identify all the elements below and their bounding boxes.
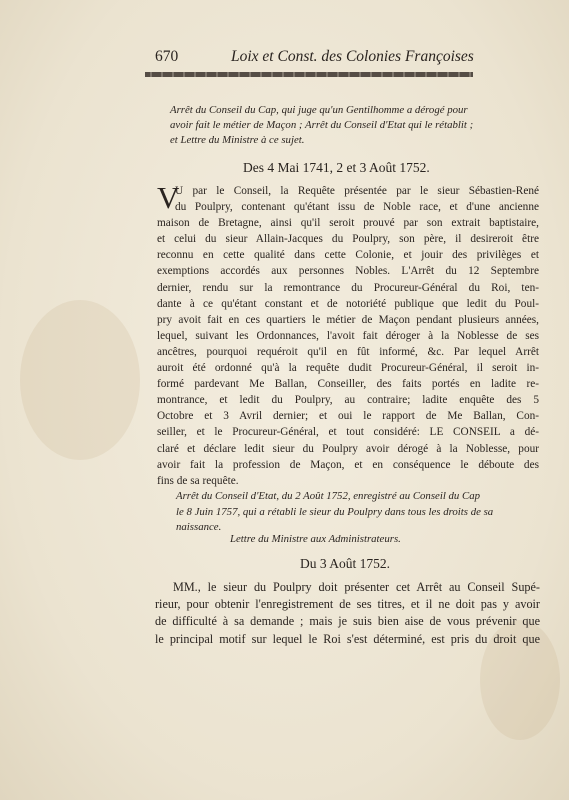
letter-title: Lettre du Ministre aux Administrateurs. [230, 533, 401, 545]
body-line: montrance, et ledit du Poulpry, au contraire; ladite enquête des 5 [157, 394, 539, 407]
body-line: U par le Conseil, la Requête présentée par le sieur Sébastien-René [175, 185, 539, 197]
letter-date: Du 3 Août 1752. [300, 556, 391, 571]
drop-cap: V [157, 180, 180, 215]
section-heading [170, 103, 540, 147]
letter-line: de difficulté à sa demande ; mais je suis bien aise de vous prévenir que [155, 614, 540, 629]
heading-line: et Lettre du Ministre à ce sujet. [170, 133, 305, 146]
arret-line: Arrêt du Conseil d'Etat, du 2 Août 1752, enregistré au Conseil du Cap [176, 490, 481, 502]
body-line: dante à ce qu'étant constant et de notoriété publique que ledit du Poul- [157, 297, 539, 310]
body-line: seiller, et le Procureur-Général, et tout considéré: LE CONSEIL a dé- [157, 426, 539, 439]
body-line: pry avoit fait en ces quartiers le métier de Maçon pendant plusieurs années, [157, 313, 539, 326]
arret-conseil-etat [176, 489, 540, 536]
body-line: et celui du sieur Allain-Jacques du Poulpry, son père, il desireroit être [157, 233, 539, 246]
page-number: 670 [155, 48, 179, 65]
body-line: dernier, rendu sur la remontrance du Procureur-Général du Roi, ten- [157, 281, 539, 294]
body-line: du Poulpry, contenant qu'étant issu de Noble race, et d'une ancienne [175, 201, 539, 214]
heading-line: Arrêt du Conseil du Cap, qui juge qu'un Gentilhomme a dérogé pour [170, 104, 468, 116]
body-line: fins de sa requête. [157, 474, 239, 487]
body-line: ancêtres, pourquoi requéroit qu'il en fût informé, &c. Par lequel Arrêt [157, 345, 539, 358]
heading-line: avoir fait le métier de Maçon ; Arrêt du Conseil d'Etat qui le rétablit ; [170, 118, 474, 131]
body-line: Octobre et 3 Avril dernier; et oui le rapport de Me Ballan, Con- [157, 410, 539, 423]
letter-line: rieur, pour obtenir l'enregistrement de ses titres, et il ne doit pas y avoir [155, 597, 540, 612]
body-line: maison de Bretagne, ainsi qu'il seroit prouvé par son extrait baptistaire, [157, 217, 539, 230]
letter-line: le principal motif sur lequel le Roi s'est déterminé, est pris du droit que [155, 631, 540, 646]
body-line: auroit été ordonné qu'à la requête dudit Procureur-Général, il seroit in- [157, 362, 539, 375]
body-line: exemptions accordés aux personnes Nobles. L'Arrêt du 12 Septembre [157, 265, 539, 278]
letter-line: MM., le sieur du Poulpry doit présenter cet Arrêt au Conseil Supé- [173, 580, 540, 594]
body-line: reconnu en cette qualité dans cette Colonie, et jouir des privilèges et [157, 249, 539, 262]
page-header [155, 48, 475, 68]
arret-line: le 8 Juin 1757, qui a rétabli le sieur du Poulpry dans tous les droits de sa [176, 505, 494, 518]
running-title: Loix et Const. des Colonies Françoises [231, 48, 474, 65]
arret-line: naissance. [176, 521, 222, 534]
letter-body [155, 579, 540, 648]
body-line: lequel, suivant les Ordonnances, l'avoit fait déroger à la Noblesse de ses [157, 329, 539, 342]
paper-stain [20, 300, 140, 460]
date-line: Des 4 Mai 1741, 2 et 3 Août 1752. [243, 160, 430, 175]
decree-body [157, 180, 539, 489]
body-line: avoir fait la profession de Maçon, et en conséquence le déboute des [157, 458, 539, 471]
body-line: claré et déclare ledit sieur du Poulpry avoir dérogé à la Noblesse, pour [157, 442, 539, 455]
body-line: formé pardevant Me Ballan, Conseiller, des faits portés en ladite re- [157, 378, 539, 391]
ornamental-rule [145, 72, 473, 77]
